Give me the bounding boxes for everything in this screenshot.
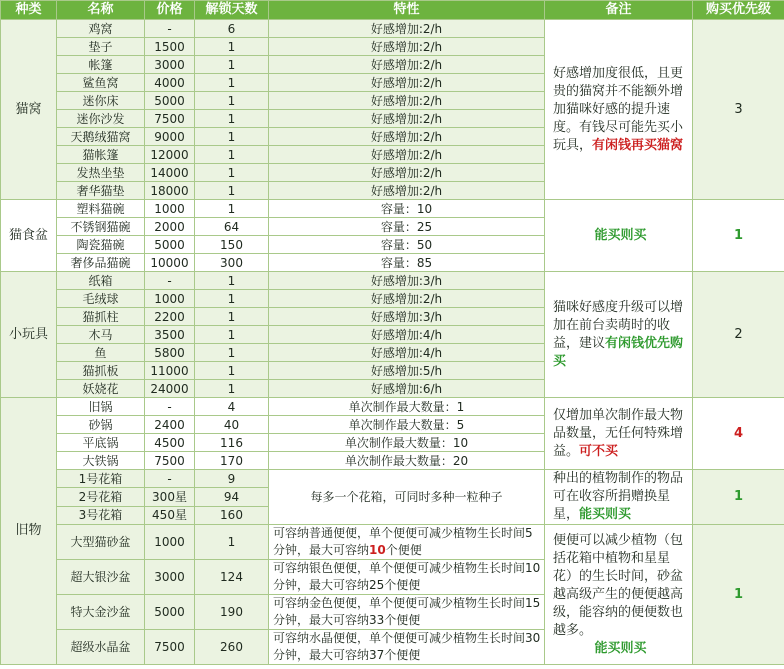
- item-unlock-days: 1: [195, 74, 269, 92]
- item-unlock-days: 1: [195, 290, 269, 308]
- item-price: 1000: [145, 200, 195, 218]
- item-feature-capacity: 10: [369, 543, 386, 557]
- item-unlock-days: 1: [195, 146, 269, 164]
- category-toy: 小玩具: [1, 272, 57, 398]
- note-pots: [545, 398, 693, 470]
- item-name: 迷你床: [57, 92, 145, 110]
- item-name: 猫帐篷: [57, 146, 145, 164]
- item-unlock-days: 1: [195, 38, 269, 56]
- priority-boxes: 1: [693, 470, 784, 525]
- item-name: 塑料猫碗: [57, 200, 145, 218]
- item-price: 2200: [145, 308, 195, 326]
- item-feature: 好感增加:2/h: [269, 290, 545, 308]
- item-feature: [269, 630, 545, 665]
- item-name: 超大银沙盆: [57, 560, 145, 595]
- table-row: [1, 398, 784, 416]
- note-bowl-highlight: 能买则买: [594, 227, 647, 243]
- item-feature: 容量：25: [269, 218, 545, 236]
- item-name: 纸箱: [57, 272, 145, 290]
- item-feature: 好感增加:2/h: [269, 74, 545, 92]
- item-name: 平底锅: [57, 434, 145, 452]
- item-feature: 好感增加:6/h: [269, 380, 545, 398]
- item-unlock-days: 1: [195, 182, 269, 200]
- header-name: 名称: [57, 1, 145, 20]
- item-name: 奢侈品猫碗: [57, 254, 145, 272]
- item-unlock-days: 1: [195, 308, 269, 326]
- item-feature: 好感增加:4/h: [269, 344, 545, 362]
- note-toy-highlight: 有闲钱优先购买: [553, 335, 684, 369]
- item-feature: [269, 560, 545, 595]
- table-row: [1, 200, 784, 218]
- item-name: 不锈钢猫碗: [57, 218, 145, 236]
- item-price: 9000: [145, 128, 195, 146]
- header-unlock-days: 解锁天数: [195, 1, 269, 20]
- item-name: 鲨鱼窝: [57, 74, 145, 92]
- table-row: [1, 20, 784, 38]
- item-feature: 好感增加:3/h: [269, 272, 545, 290]
- item-name: 毛绒球: [57, 290, 145, 308]
- note-boxes: [545, 470, 693, 525]
- item-unlock-days: 94: [195, 488, 269, 506]
- item-name: 鸡窝: [57, 20, 145, 38]
- priority-nest: 3: [693, 20, 784, 200]
- note-toy-text: 猫咪好感度升级可以增加在前台卖萌时的收益，建议: [553, 299, 684, 351]
- item-unlock-days: 190: [195, 595, 269, 630]
- item-price: 24000: [145, 380, 195, 398]
- item-name: 陶瓷猫碗: [57, 236, 145, 254]
- item-name: 木马: [57, 326, 145, 344]
- item-name: 猫抓柱: [57, 308, 145, 326]
- note-litter-highlight: 能买则买: [594, 640, 647, 656]
- item-unlock-days: 4: [195, 398, 269, 416]
- item-feature: 好感增加:2/h: [269, 182, 545, 200]
- item-feature: 好感增加:2/h: [269, 20, 545, 38]
- item-unlock-days: 1: [195, 56, 269, 74]
- item-feature: 好感增加:3/h: [269, 308, 545, 326]
- item-feature: 好感增加:2/h: [269, 110, 545, 128]
- item-price: -: [145, 20, 195, 38]
- item-name: 迷你沙发: [57, 110, 145, 128]
- category-bowl: 猫食盆: [1, 200, 57, 272]
- item-price: 5000: [145, 595, 195, 630]
- item-unlock-days: 300: [195, 254, 269, 272]
- item-name: 2号花箱: [57, 488, 145, 506]
- item-unlock-days: 150: [195, 236, 269, 254]
- item-feature: 好感增加:2/h: [269, 164, 545, 182]
- header-row: [1, 1, 784, 20]
- item-unlock-days: 1: [195, 380, 269, 398]
- item-feature: 好感增加:2/h: [269, 38, 545, 56]
- item-name: 发热坐垫: [57, 164, 145, 182]
- item-unlock-days: 1: [195, 344, 269, 362]
- item-feature: 容量：50: [269, 236, 545, 254]
- item-price: 12000: [145, 146, 195, 164]
- note-bowl: [545, 200, 693, 272]
- item-feature: 单次制作最大数量：5: [269, 416, 545, 434]
- item-feature: [269, 525, 545, 560]
- item-unlock-days: 1: [195, 272, 269, 290]
- item-price: 7500: [145, 110, 195, 128]
- item-name: 大铁锅: [57, 452, 145, 470]
- item-name: 3号花箱: [57, 506, 145, 524]
- item-price: -: [145, 272, 195, 290]
- priority-toy: 2: [693, 272, 784, 398]
- item-feature-text: 可容纳普通便便，单个便便可减少植物生长时间5分钟，最大可容纳: [273, 526, 533, 557]
- item-name: 旧锅: [57, 398, 145, 416]
- header-feature: 特性: [269, 1, 545, 20]
- item-feature: 好感增加:2/h: [269, 128, 545, 146]
- item-price: 2000: [145, 218, 195, 236]
- item-name: 帐篷: [57, 56, 145, 74]
- item-price: 5000: [145, 92, 195, 110]
- note-boxes-text: 种出的植物制作的物品可在收容所捐赠换星星，: [553, 471, 684, 522]
- item-feature: 容量：10: [269, 200, 545, 218]
- item-feature-text: 可容纳水晶便便，单个便便可减少植物生长时间30分钟，最大可容纳37个便便: [273, 631, 541, 662]
- item-price: 3000: [145, 56, 195, 74]
- note-pots-highlight: 可不买: [579, 443, 619, 459]
- item-price: 14000: [145, 164, 195, 182]
- item-feature: [269, 595, 545, 630]
- item-name: 奢华猫垫: [57, 182, 145, 200]
- item-feature: 好感增加:2/h: [269, 56, 545, 74]
- item-name: 特大金沙盆: [57, 595, 145, 630]
- item-unlock-days: 40: [195, 416, 269, 434]
- item-price: 5000: [145, 236, 195, 254]
- header-category: 种类: [1, 1, 57, 20]
- item-price: -: [145, 470, 195, 488]
- item-feature-text: 可容纳金色便便，单个便便可减少植物生长时间15分钟，最大可容纳33个便便: [273, 596, 541, 627]
- item-feature-text: 可容纳银色便便，单个便便可减少植物生长时间10分钟，最大可容纳25个便便: [273, 561, 541, 592]
- item-price: 4500: [145, 434, 195, 452]
- item-unlock-days: 1: [195, 525, 269, 560]
- item-unlock-days: 1: [195, 128, 269, 146]
- item-feature-boxes: 每多一个花箱，可同时多种一粒种子: [269, 470, 545, 525]
- item-price: 450星: [145, 506, 195, 524]
- note-nest: [545, 20, 693, 200]
- item-unlock-days: 1: [195, 110, 269, 128]
- category-nest: 猫窝: [1, 20, 57, 200]
- item-feature: 好感增加:5/h: [269, 362, 545, 380]
- item-name: 超级水晶盆: [57, 630, 145, 665]
- item-unlock-days: 9: [195, 470, 269, 488]
- header-priority: 购买优先级: [693, 1, 784, 20]
- priority-litter: 1: [693, 525, 784, 665]
- note-litter-text: 便便可以减少植物（包括花箱中植物和星星花）的生长时间，砂盆越高级产生的便便越高级，能容纳的便便数也越多。: [553, 532, 684, 638]
- item-price: 7500: [145, 452, 195, 470]
- item-name: 大型猫砂盆: [57, 525, 145, 560]
- item-unlock-days: 1: [195, 92, 269, 110]
- item-feature: 单次制作最大数量：10: [269, 434, 545, 452]
- item-unlock-days: 260: [195, 630, 269, 665]
- item-name: 妖娆花: [57, 380, 145, 398]
- item-unlock-days: 1: [195, 200, 269, 218]
- note-toy: [545, 272, 693, 398]
- table-row: [1, 272, 784, 290]
- item-unlock-days: 124: [195, 560, 269, 595]
- item-name: 猫抓板: [57, 362, 145, 380]
- item-price: 18000: [145, 182, 195, 200]
- item-unlock-days: 6: [195, 20, 269, 38]
- note-nest-highlight: 有闲钱再买猫窝: [592, 137, 684, 153]
- item-price: 3500: [145, 326, 195, 344]
- note-boxes-highlight: 能买则买: [579, 507, 632, 522]
- item-name: 天鹅绒猫窝: [57, 128, 145, 146]
- item-feature: 好感增加:4/h: [269, 326, 545, 344]
- item-price: 11000: [145, 362, 195, 380]
- header-note: 备注: [545, 1, 693, 20]
- item-price: 1000: [145, 290, 195, 308]
- item-price: 1000: [145, 525, 195, 560]
- category-old: 旧物: [1, 398, 57, 665]
- item-price: 2400: [145, 416, 195, 434]
- item-price: -: [145, 398, 195, 416]
- item-price: 3000: [145, 560, 195, 595]
- item-feature: 好感增加:2/h: [269, 92, 545, 110]
- item-feature: 容量：85: [269, 254, 545, 272]
- item-name: 鱼: [57, 344, 145, 362]
- note-pots-text: 仅增加单次制作最大物品数量，无任何特殊增益。: [553, 407, 684, 459]
- table-row: [1, 525, 784, 560]
- item-unlock-days: 116: [195, 434, 269, 452]
- item-unlock-days: 1: [195, 326, 269, 344]
- priority-bowl: 1: [693, 200, 784, 272]
- item-feature-suffix: 个便便: [385, 543, 422, 557]
- item-price: 10000: [145, 254, 195, 272]
- item-feature: 单次制作最大数量：1: [269, 398, 545, 416]
- item-feature: 好感增加:2/h: [269, 146, 545, 164]
- item-price: 1500: [145, 38, 195, 56]
- item-price: 5800: [145, 344, 195, 362]
- item-name: 垫子: [57, 38, 145, 56]
- item-unlock-days: 170: [195, 452, 269, 470]
- item-price: 7500: [145, 630, 195, 665]
- item-unlock-days: 64: [195, 218, 269, 236]
- item-name: 砂锅: [57, 416, 145, 434]
- item-unlock-days: 1: [195, 362, 269, 380]
- priority-pots: 4: [693, 398, 784, 470]
- item-feature: 单次制作最大数量：20: [269, 452, 545, 470]
- note-nest-text: 好感增加度很低，且更贵的猫窝并不能额外增加猫咪好感的提升速度。有钱尽可能先买小玩具，: [553, 65, 684, 153]
- item-unlock-days: 160: [195, 506, 269, 524]
- table-row: [1, 470, 784, 488]
- item-name: 1号花箱: [57, 470, 145, 488]
- note-litter: [545, 525, 693, 665]
- item-price: 300星: [145, 488, 195, 506]
- header-price: 价格: [145, 1, 195, 20]
- item-price: 4000: [145, 74, 195, 92]
- item-unlock-days: 1: [195, 164, 269, 182]
